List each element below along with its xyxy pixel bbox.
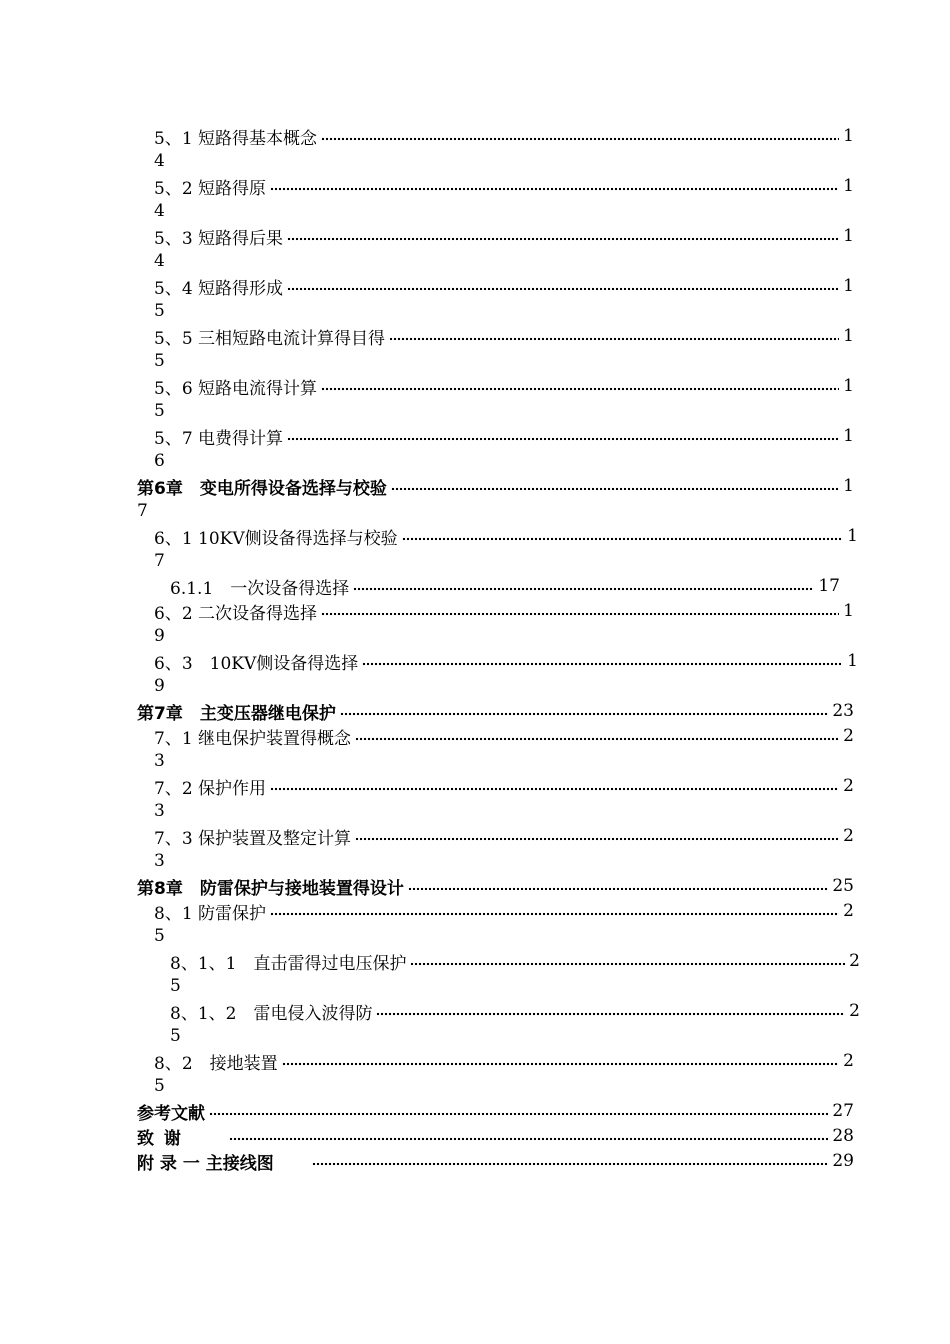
toc-entry-title: 8、1、1 直击雷得过电压保护 [170, 953, 407, 974]
page-number-wrap: 5 [154, 926, 165, 946]
toc-entry[interactable] [154, 724, 854, 774]
leader-dots [287, 424, 839, 448]
page-number: 1 [843, 326, 854, 346]
page-number-wrap: 4 [154, 151, 165, 171]
leader-dots [355, 724, 839, 748]
page-number: 2 [843, 826, 854, 846]
toc-entry-title: 5、6 短路电流得计算 [154, 378, 318, 399]
toc-subentry[interactable] [170, 999, 860, 1049]
toc-entry-title: 5、5 三相短路电流计算得目得 [154, 328, 386, 349]
leader-dots [389, 324, 839, 348]
page-number: 25 [832, 876, 854, 896]
toc-chapter-title: 第6章 变电所得设备选择与校验 [137, 478, 387, 499]
toc-subentry[interactable] [170, 949, 860, 999]
leader-dots [376, 999, 845, 1023]
toc-chapter-entry[interactable] [137, 474, 854, 524]
page-number: 1 [847, 526, 858, 546]
leader-dots [408, 874, 829, 898]
toc-entry[interactable] [154, 824, 854, 874]
toc-chapter-entry[interactable] [137, 1149, 854, 1199]
toc-entry-title: 8、1、2 雷电侵入波得防 [170, 1003, 373, 1024]
toc-entry-title: 7、2 保护作用 [154, 778, 267, 799]
page-number: 2 [843, 726, 854, 746]
page-number: 1 [843, 426, 854, 446]
page-number-wrap: 7 [137, 501, 148, 521]
toc-entry[interactable] [154, 224, 854, 274]
leader-dots [321, 599, 839, 623]
leader-dots [391, 474, 839, 498]
page-number: 28 [832, 1126, 854, 1146]
page-number: 2 [843, 776, 854, 796]
page-number: 17 [818, 576, 840, 596]
page-number: 27 [832, 1101, 854, 1121]
toc-chapter-title: 参考文献 [137, 1103, 205, 1124]
toc-entry-title: 7、1 继电保护装置得概念 [154, 728, 352, 749]
leader-dots [362, 649, 843, 673]
page-number-wrap: 7 [154, 551, 165, 571]
toc-chapter-title: 第8章 防雷保护与接地装置得设计 [137, 878, 404, 899]
leader-dots [321, 124, 839, 148]
page-number-wrap: 5 [154, 301, 165, 321]
page-number: 1 [843, 126, 854, 146]
toc-entry-title: 6、2 二次设备得选择 [154, 603, 318, 624]
toc-entry[interactable] [154, 174, 854, 224]
leader-dots [410, 949, 845, 973]
toc-entry-title: 8、2 接地装置 [154, 1053, 278, 1074]
page-number: 1 [843, 601, 854, 621]
leader-dots [282, 1049, 840, 1073]
page-number: 1 [843, 376, 854, 396]
leader-dots [340, 699, 829, 723]
page-number-wrap: 3 [154, 801, 165, 821]
leader-dots [287, 224, 839, 248]
page-number: 2 [849, 1001, 860, 1021]
leader-dots [229, 1124, 828, 1148]
toc-entry[interactable] [154, 649, 858, 699]
page-number-wrap: 5 [154, 1076, 165, 1096]
page-number: 1 [843, 176, 854, 196]
page-number: 2 [843, 901, 854, 921]
page-number-wrap: 5 [154, 351, 165, 371]
page-number: 1 [843, 226, 854, 246]
leader-dots [353, 574, 814, 598]
toc-entry[interactable] [154, 424, 854, 474]
toc-entry[interactable] [154, 274, 854, 324]
toc-entry-title: 6.1.1 一次设备得选择 [170, 578, 350, 599]
toc-entry[interactable] [154, 324, 854, 374]
page-number-wrap: 6 [154, 451, 165, 471]
toc-entry[interactable] [154, 599, 854, 649]
page-number: 1 [843, 476, 854, 496]
toc-entry-title: 5、1 短路得基本概念 [154, 128, 318, 149]
page-number-wrap: 4 [154, 251, 165, 271]
leader-dots [270, 174, 839, 198]
page-number: 29 [832, 1151, 854, 1171]
toc-entry[interactable] [154, 524, 858, 574]
leader-dots [355, 824, 839, 848]
toc-chapter-title: 第7章 主变压器继电保护 [137, 703, 336, 724]
page-number-wrap: 5 [154, 401, 165, 421]
page-number-wrap: 5 [170, 976, 181, 996]
toc-entry-title: 6、1 10KV侧设备得选择与校验 [154, 528, 398, 549]
leader-dots [209, 1099, 828, 1123]
page-number-wrap: 9 [154, 676, 165, 696]
page-number-wrap: 3 [154, 851, 165, 871]
page-number-wrap: 5 [170, 1026, 181, 1046]
toc-entry-title: 5、7 电费得计算 [154, 428, 284, 449]
toc-entry-title: 8、1 防雷保护 [154, 903, 267, 924]
toc-chapter-title: 附 录 一 主接线图 [137, 1153, 274, 1174]
toc-entry[interactable] [154, 1049, 854, 1099]
leader-dots [321, 374, 839, 398]
leader-dots [270, 899, 839, 923]
page-number-wrap: 3 [154, 751, 165, 771]
toc-entry[interactable] [154, 899, 854, 949]
toc-entry-title: 6、3 10KV侧设备得选择 [154, 653, 359, 674]
page-number: 1 [843, 276, 854, 296]
toc-chapter-title: 致 谢 [137, 1128, 183, 1149]
toc-entry-title: 7、3 保护装置及整定计算 [154, 828, 352, 849]
leader-dots [287, 274, 839, 298]
toc-entry[interactable] [154, 374, 854, 424]
page-number: 2 [843, 1051, 854, 1071]
toc-entry[interactable] [154, 124, 854, 174]
toc-entry-title: 5、3 短路得后果 [154, 228, 284, 249]
page-number-wrap: 9 [154, 626, 165, 646]
toc-entry[interactable] [154, 774, 854, 824]
toc-entry-title: 5、2 短路得原 [154, 178, 267, 199]
leader-dots [270, 774, 839, 798]
leader-dots [312, 1149, 829, 1173]
page-number: 23 [832, 701, 854, 721]
page-number: 2 [849, 951, 860, 971]
leader-dots [402, 524, 844, 548]
page-number: 1 [847, 651, 858, 671]
toc-entry-title: 5、4 短路得形成 [154, 278, 284, 299]
page-number-wrap: 4 [154, 201, 165, 221]
